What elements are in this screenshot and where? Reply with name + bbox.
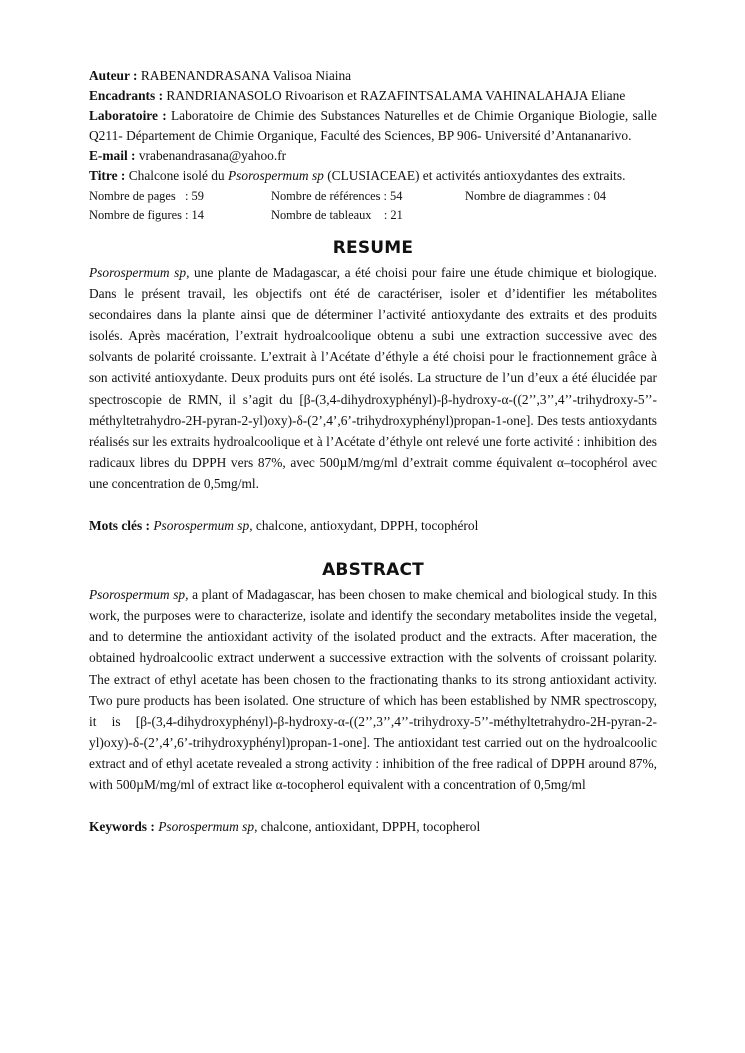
laboratory-line (89, 106, 657, 146)
abstract-heading: ABSTRACT (322, 560, 424, 581)
resume-keywords-label: Mots clés : (89, 518, 150, 534)
supervisors-value: RANDRIANASOLO Rivoarison et RAZAFINTSALAMA VAHINALAHAJA Eliane (166, 88, 626, 103)
resume-species: Psorospermum sp (89, 265, 187, 280)
abstract-keywords-label: Keywords : (89, 819, 155, 835)
resume-text: , une plante de Madagascar, a été choisi pour faire une étude chimique et biologique. Dans le présent travail, les objectifs ont été de caractériser, isoler et d’identifier les métabolites secondaires dans la plante ainsi que de déterminer l’activité antioxydante des extraits et des produits isolés. Après macération, l’extrait hydroalcoolique obtenu a subi une extraction successive avec des solvants de polarité croissante. L’extrait à l’Acétate d’éthyle a été choisi pour le fractionnement grâce à son activité antioxydante. Deux produits purs ont été isolés. La structure de l’un d’eux a été élucidée par spectroscopie de RMN, il s’agit du [β-(3,4-dihydroxyphényl)-β-hydroxy-α-((2’’,3’’,4’’-trihydroxy-5’’-méthyltetrahydro-2H-pyran-2-yl)oxy)-δ-(2’,4’,6’-trihydroxyphényl)propan-1-one]. Des tests antioxydants réalisés sur les extraits hydroalcoolique et à l’Acétate d’éthyle ont relevé une forte activité : inhibition des radicaux libres du DPPH vers 87%, avec 500µM/mg/ml d’extrait comme équivalent α–tocophérol avec une concentration de 0,5mg/ml. (89, 265, 657, 491)
email-value: vrabenandrasana@yahoo.fr (138, 148, 287, 163)
resume-keywords-species: Psorospermum sp, (153, 518, 253, 534)
resume-paragraph (89, 262, 657, 494)
title-species: Psorospermum sp (228, 168, 324, 183)
thesis-summary-page (89, 66, 657, 837)
title-part2: (CLUSIACEAE) et activités antioxydantes des extraits. (327, 168, 626, 183)
title-part1: Chalcone isolé du (128, 168, 225, 183)
email-label: E-mail : (89, 148, 136, 163)
resume-keywords-rest: chalcone, antioxydant, DPPH, tocophérol (255, 518, 479, 534)
document-stats (89, 187, 657, 225)
abstract-species: Psorospermum sp, (89, 587, 189, 603)
supervisors-label: Encadrants : (89, 88, 164, 103)
resume-heading: RESUME (332, 238, 414, 258)
author-label: Auteur : (89, 68, 138, 83)
stat-references: Nombre de références : 54 (271, 189, 403, 203)
title-label: Titre : (89, 168, 126, 183)
resume-keywords (89, 515, 657, 536)
abstract-keywords-rest: , chalcone, antioxidant, DPPH, tocopherol (254, 819, 481, 835)
supervisors-line (89, 86, 657, 106)
email-line (89, 146, 657, 166)
stat-tables: Nombre de tableaux : 21 (271, 208, 403, 222)
author-value: RABENANDRASANA Valisoa Niaina (140, 68, 352, 83)
stat-diagrams: Nombre de diagrammes : 04 (465, 189, 607, 203)
title-line (89, 166, 657, 186)
stat-pages: Nombre de pages : 59 (89, 189, 204, 203)
abstract-keywords (89, 816, 657, 837)
laboratory-label: Laboratoire : (89, 108, 167, 123)
stat-figures: Nombre de figures : 14 (89, 208, 204, 222)
abstract-keywords-species: Psorospermum sp (158, 819, 255, 835)
laboratory-value: Laboratoire de Chimie des Substances Naturelles et de Chimie Organique Biologie, salle Q211- Département de Chimie Organique, Faculté des Sciences, BP 906- Université d’Antananarivo. (89, 108, 657, 143)
abstract-paragraph (89, 584, 657, 795)
abstract-text: a plant of Madagascar, has been chosen to make chemical and biological study. In this work, the purposes were to characterize, isolate and identify the secondary metabolites inside the vegetal, and to determine the antioxidant activity of the isolated product and the extracts. After maceration, the obtained hydroalcoolic extract underwent a successive extraction with the solvents of croissant polarity. The extract of ethyl acetate has been chosen to the fractionating thanks to its strong antioxidant activity. Two pure products has been isolated. One structure of which has been established by NMR spectroscopy, it is [β-(3,4-dihydroxyphényl)-β-hydroxy-α-((2’’,3’’,4’’-trihydroxy-5’’-méthyltetrahydro-2H-pyran-2-yl)oxy)-δ-(2’,4’,6’-trihydroxyphényl)propan-1-one]. The antioxidant test carried out on the hydroalcoolic extract and of ethyl acetate revealed a strong activity : inhibition of the free radical of DPPH around 87%, with 500µM/mg/ml of extract like α-tocopherol equivalent with a concentration of 0,5mg/ml (89, 587, 657, 792)
author-line (89, 66, 657, 86)
